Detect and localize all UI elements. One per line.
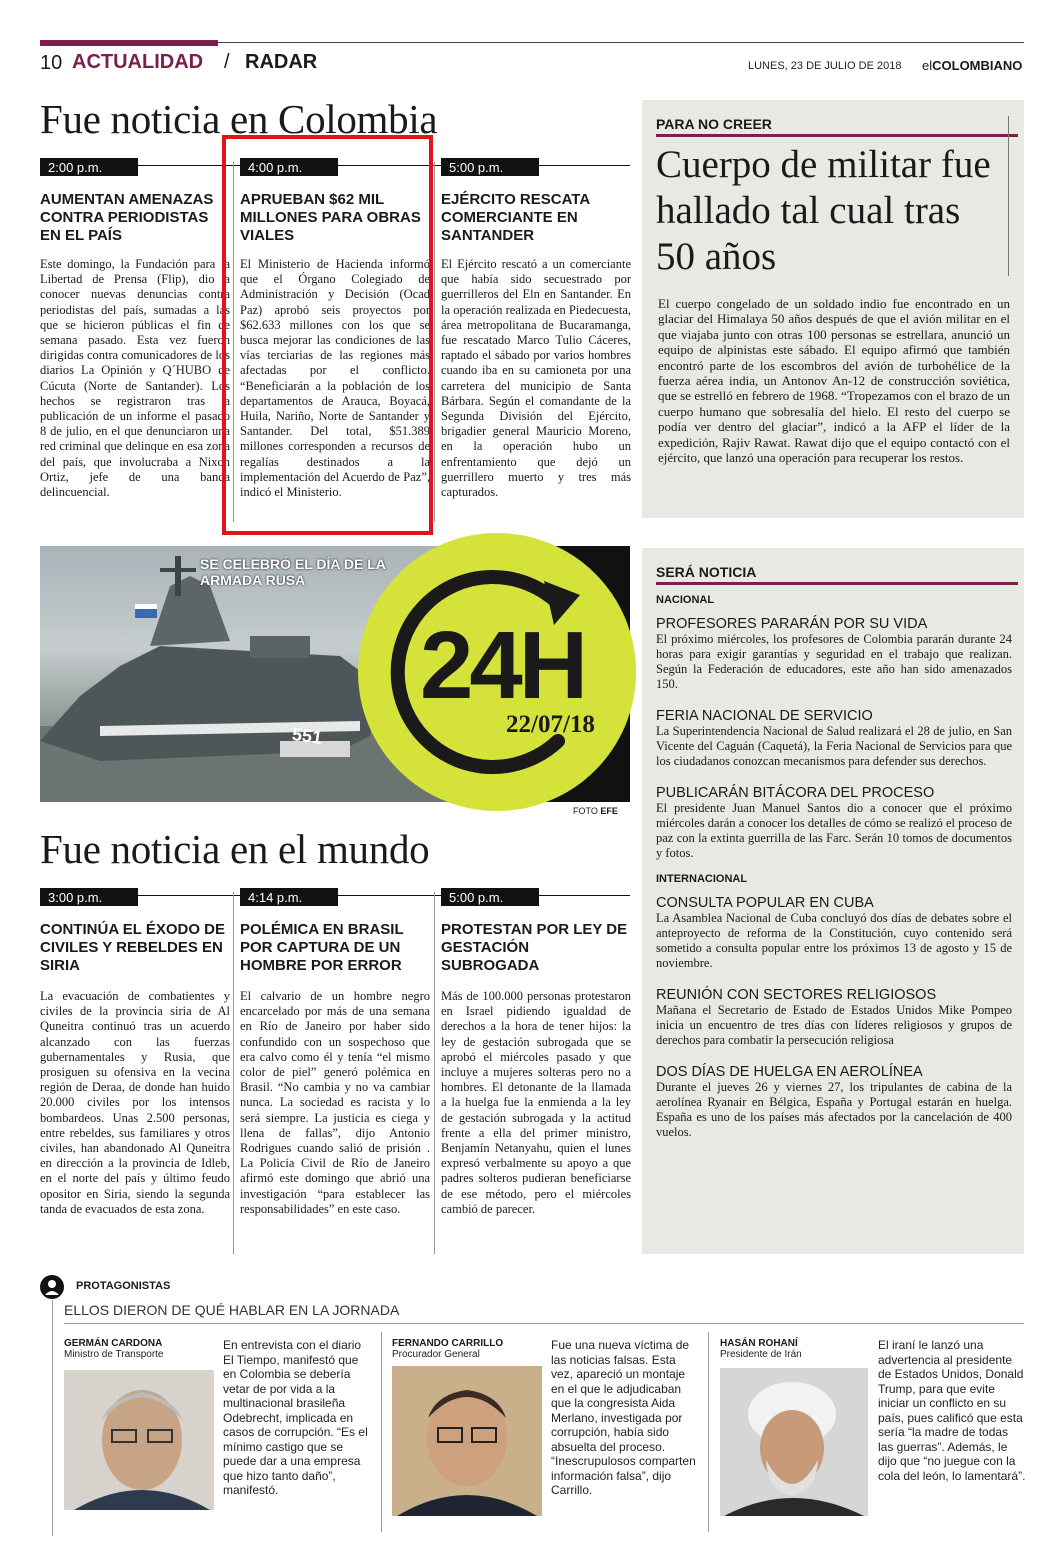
time-badge: 2:00 p.m. bbox=[40, 158, 138, 176]
protagonist-name: FERNANDO CARRILLO bbox=[392, 1338, 504, 1349]
protagonist-name: HASÁN ROHANÍ bbox=[720, 1338, 798, 1349]
news-body: Más de 100.000 personas protestaron en Israel pidiendo igualdad de derechos a la hora de tener hijos: la ley de gestación subrogada que se aprobó el miércoles pasado y que incluye a mujeres solteras pero no a hombres. El detonante de la llamada a la huelga fue la enmienda a la ley de gestación subrogada y la actitud frente a ella del primer ministro, Benjamín Netanyahu, quien el lunes expresó verbalmente su apoyo a que padres solteros pudieran beneficiarse de ese método, pero el miércoles cambió de parecer. bbox=[441, 989, 631, 1216]
protagonist-photo bbox=[392, 1366, 542, 1516]
header-rule bbox=[218, 42, 1024, 43]
protagonist-card bbox=[392, 1338, 542, 1360]
protagonist-quote: El iraní le lanzó una advertencia al presidente de Estados Unidos, Donald Trump, para que evite iniciar un conflicto en su país, pues calificó que esta sería “la madre de todas las guerras”. Además, le dijo que “no juegue con la cola del león, lo lamentará”. bbox=[878, 1338, 1026, 1483]
sera-noticia-headline: REUNIÓN CON SECTORES RELIGIOSOS bbox=[656, 987, 937, 1003]
mundo-section-title: Fue noticia en el mundo bbox=[40, 826, 430, 872]
sera-noticia-kicker: SERÁ NOTICIA bbox=[656, 564, 757, 580]
news-item-mundo-2 bbox=[240, 888, 430, 1217]
protagonist-role: Procurador General bbox=[392, 1349, 480, 1360]
protagonist-name: GERMÁN CARDONA bbox=[64, 1338, 163, 1349]
24h-label: 24H bbox=[420, 612, 585, 719]
sera-noticia-body: El próximo miércoles, los profesores de Colombia pararán durante 24 horas para exigir garantías y seguridad en el trabajo que realizan. Según la Federación de educadores, este año han sido amenazados 150. bbox=[656, 632, 1012, 691]
sera-noticia-body: El presidente Juan Manuel Santos dio a conocer que el próximo miércoles darán a conocer los detalles de cómo se realizó el proceso de paz con la extinta guerrilla de las Farc. Serán 10 tomos de documentos y fotos. bbox=[656, 801, 1012, 860]
sera-noticia-body: Mañana el Secretario de Estado de Estados Unidos Mike Pompeo inicia un encuentro de tres días con líderes religiosos y grupos de derechos para combatir la persecución religiosa bbox=[656, 1003, 1012, 1047]
news-headline: POLÉMICA EN BRASIL POR CAPTURA DE UN HOMBRE POR ERROR bbox=[240, 921, 404, 974]
para-no-creer-kicker: PARA NO CREER bbox=[656, 116, 772, 132]
news-body: Este domingo, la Fundación para la Libertad de Prensa (Flip), dio a conocer nuevas denuncias contra periodistas del país, sumadas a las que se hicieron públicas el fin de semana pasado. Esta vez fueron dirigidas contra comunicadores de los diarios La Opinión y Q´HUBO de Cúcuta (Norte de Santander). Los hechos se registraron tras la publicación de un informe el pasado 8 de julio, en el que denunciaron una red criminal que delinque en esa zona del país, que involucraba a Nixon Ortiz, jefe de una banda delincuencial. bbox=[40, 257, 230, 500]
protagonist-photo bbox=[720, 1368, 868, 1516]
column-divider bbox=[434, 892, 435, 1254]
time-badge: 3:00 p.m. bbox=[40, 888, 138, 906]
sera-noticia-headline: FERIA NACIONAL DE SERVICIO bbox=[656, 708, 873, 724]
header-accent-bar bbox=[40, 40, 218, 46]
para-no-creer-body: El cuerpo congelado de un soldado indio fue encontrado en un glaciar del Himalaya 50 años después de que el avión militar en el que viajaba junto con otras 100 personas se estrellara, anunció un equipo de alpinistas este sábado. El equipo afirmó que también encontró parte de los escombros del avión de turbohélice de la fuerza aérea india, un Antonov An-12 de construcción soviética, que se estrelló en febrero de 1968. “Tropezamos con el brazo de un cuerpo humano que sobresalía del hielo. El resto del cuerpo se podía ver dentro del glaciar”, indicó a la AFP el líder de la expedición, Rajiv Rawat. Rawat dijo que el equipo contactó con el ejército, que lanzó una operación para recuperar los restos. bbox=[658, 296, 1010, 466]
kicker-rule bbox=[656, 582, 1018, 585]
section-separator: / bbox=[224, 51, 230, 73]
time-badge: 5:00 p.m. bbox=[441, 158, 539, 176]
news-item-colombia-3 bbox=[441, 158, 631, 500]
time-badge: 4:00 p.m. bbox=[240, 158, 338, 176]
protagonist-photo bbox=[64, 1370, 214, 1510]
protagonistas-rule bbox=[64, 1323, 1024, 1324]
news-headline: APRUEBAN $62 MIL MILLONES PARA OBRAS VIALES bbox=[240, 191, 421, 244]
newspaper-brand: elCOLOMBIANO bbox=[922, 58, 1023, 73]
news-headline: EJÉRCITO RESCATA COMERCIANTE EN SANTANDER bbox=[441, 191, 590, 244]
sera-noticia-headline: CONSULTA POPULAR EN CUBA bbox=[656, 895, 874, 911]
news-headline: CONTINÚA EL ÉXODO DE CIVILES Y REBELDES EN SIRIA bbox=[40, 921, 226, 974]
side-rule bbox=[52, 1300, 53, 1536]
column-divider bbox=[434, 162, 435, 522]
news-body: El Ministerio de Hacienda informó que el Órgano Colegiado de Administración y Decisión (Ocad Paz) aprobó seis proyectos por $62.633 millones con los que se busca mejorar las condiciones de las vías terciarias de las regiones más afectadas por el conflicto. “Beneficiarán a la población de los departamentos de Arauca, Boyacá, Huila, Nariño, Norte de Santander y Santander. Del total, $51.389 millones corresponden a recursos de regalías destinados a la implementación del Acuerdo de Paz”, indicó el Ministerio. bbox=[240, 257, 430, 500]
protagonistas-kicker: PROTAGONISTAS bbox=[76, 1280, 171, 1292]
news-body: La evacuación de combatientes y civiles de la provincia siria de Al Quneitra continuó tras un acuerdo alcanzado con las fuerzas gubernamentales y Rusia, que prosiguen su ofensiva en la vecina región de Deraa, de donde han huido 20.000 civiles por los intensos bombardeos. Unas 2.500 personas, entre rebeldes, sus familiares y otros civiles, han abandonado Al Quneitra en dirección a la provincia de Idleb, en el norte del país y último feudo opositor en Siria, siendo la segunda tanda de evacuados de esta zona. bbox=[40, 989, 230, 1216]
sera-noticia-body: Durante el jueves 26 y viernes 27, los tripulantes de cabina de la aerolínea Ryanair en Bélgica, España y Portugal estarán en huelga. España es uno de los países más afectados por la cancelación de 400 vuelos. bbox=[656, 1080, 1012, 1139]
sera-noticia-headline: PUBLICARÁN BITÁCORA DEL PROCESO bbox=[656, 785, 935, 801]
sera-noticia-headline: PROFESORES PARARÁN POR SU VIDA bbox=[656, 616, 928, 632]
para-no-creer-title: Cuerpo de militar fue hallado tal cual tras 50 años bbox=[656, 143, 991, 278]
protagonist-quote: En entrevista con el diario El Tiempo, manifestó que en Colombia se debería vetar de por vida a la multinacional brasileña Odebrecht, implicada en casos de corrupción. “Es el mínimo castigo que se puede dar a una empresa que hizo tanto daño”, manifestó. bbox=[223, 1338, 368, 1497]
issue-date: LUNES, 23 DE JULIO DE 2018 bbox=[748, 60, 902, 72]
protagonistas-subtitle: ELLOS DIERON DE QUÉ HABLAR EN LA JORNADA bbox=[64, 1302, 400, 1318]
kicker-rule bbox=[656, 134, 1018, 137]
protagonist-card bbox=[720, 1338, 870, 1360]
colombia-section-title: Fue noticia en Colombia bbox=[40, 96, 438, 142]
para-no-creer-box bbox=[642, 100, 1024, 518]
news-body: El Ejército rescató a un comerciante que había sido secuestrado por guerrilleros del Eln en Santander. En la operación realizada en Piedecuesta, área metropolitana de Bucaramanga, fue rescatado Marco Tulio Cáceres, raptado el sábado por varios hombres cuando iba en su camioneta por una carretera del municipio de Santa Bárbara. Según el comandante de la Segunda División del Ejército, brigadier general Mauricio Moreno, en la operación hubo un enfrentamiento que dejó un guerrillero muerto y tres más capturados. bbox=[441, 257, 631, 500]
news-headline: AUMENTAN AMENAZAS CONTRA PERIODISTAS EN EL PAÍS bbox=[40, 191, 214, 244]
internacional-label: INTERNACIONAL bbox=[656, 873, 748, 885]
photo-credit: FOTO EFE bbox=[573, 806, 618, 816]
24h-badge bbox=[358, 533, 636, 811]
sera-noticia-headline: DOS DÍAS DE HUELGA EN AEROLÍNEA bbox=[656, 1064, 923, 1080]
news-body: El calvario de un hombre negro encarcelado por más de una semana en Río de Janeiro por haber sido confundido con un sospechoso que era calvo como él y tenía “el mismo color de piel” generó polémica en Brasil. “No cambia y no va cambiar nunca. La sociedad es racista y lo será siempre. La justicia es ciega y llena de fallas”, dijo Antonio Rodrigues cuando salió de prisión . La Policía Civil de Río de Janeiro afirmó este domingo que abrió una investigación “para establecer las responsabilidades” en este caso. bbox=[240, 989, 430, 1216]
sera-noticia-list bbox=[656, 594, 1012, 1140]
page-number: 10 bbox=[40, 52, 63, 74]
news-headline: PROTESTAN POR LEY DE GESTACIÓN SUBROGADA bbox=[441, 921, 628, 974]
24h-date: 22/07/18 bbox=[506, 711, 595, 738]
side-rule bbox=[1008, 116, 1009, 276]
news-item-colombia-1 bbox=[40, 158, 230, 500]
column-divider bbox=[708, 1332, 709, 1532]
hull-number: 551 bbox=[290, 724, 324, 748]
column-divider bbox=[233, 892, 234, 1254]
time-badge: 5:00 p.m. bbox=[441, 888, 539, 906]
sera-noticia-body: La Asamblea Nacional de Cuba concluyó dos días de debates sobre el anteproyecto de reforma de la Constitución, cuyo contenido será sometido a consulta popular entre los próximos 13 de agosto y 15 de noviembre. bbox=[656, 911, 1012, 970]
highlight-box bbox=[222, 135, 433, 535]
photo-caption: SE CELEBRÓ EL DÍA DE LA ARMADA RUSA bbox=[200, 556, 386, 588]
news-item-mundo-3 bbox=[441, 888, 631, 1217]
column-divider bbox=[381, 1332, 382, 1532]
protagonist-card bbox=[64, 1338, 214, 1360]
nacional-label: NACIONAL bbox=[656, 594, 715, 606]
protagonist-quote: Fue una nueva víctima de las noticias falsas. Esta vez, apareció un montaje en el que le adjudicaban que la congresista Aida Merlano, investigada por corrupción, había sido absuelta del proceso. “Inescrupulosos comparten información falsa”, dijo Carrillo. bbox=[551, 1338, 696, 1497]
time-badge: 4:14 p.m. bbox=[240, 888, 338, 906]
subsection-name: RADAR bbox=[245, 51, 318, 73]
protagonist-role: Presidente de Irán bbox=[720, 1349, 802, 1360]
protagonist-role: Ministro de Transporte bbox=[64, 1349, 164, 1360]
person-icon bbox=[40, 1275, 64, 1299]
section-name: ACTUALIDAD bbox=[72, 51, 204, 73]
sera-noticia-box bbox=[642, 548, 1024, 1254]
sera-noticia-body: La Superintendencia Nacional de Salud realizará el 28 de julio, en San Vicente del Caguán (Caquetá), la Feria Nacional de Servicios para que los ciudadanos conozcan mecanismos para defender sus derechos. bbox=[656, 724, 1012, 768]
news-item-mundo-1 bbox=[40, 888, 230, 1217]
